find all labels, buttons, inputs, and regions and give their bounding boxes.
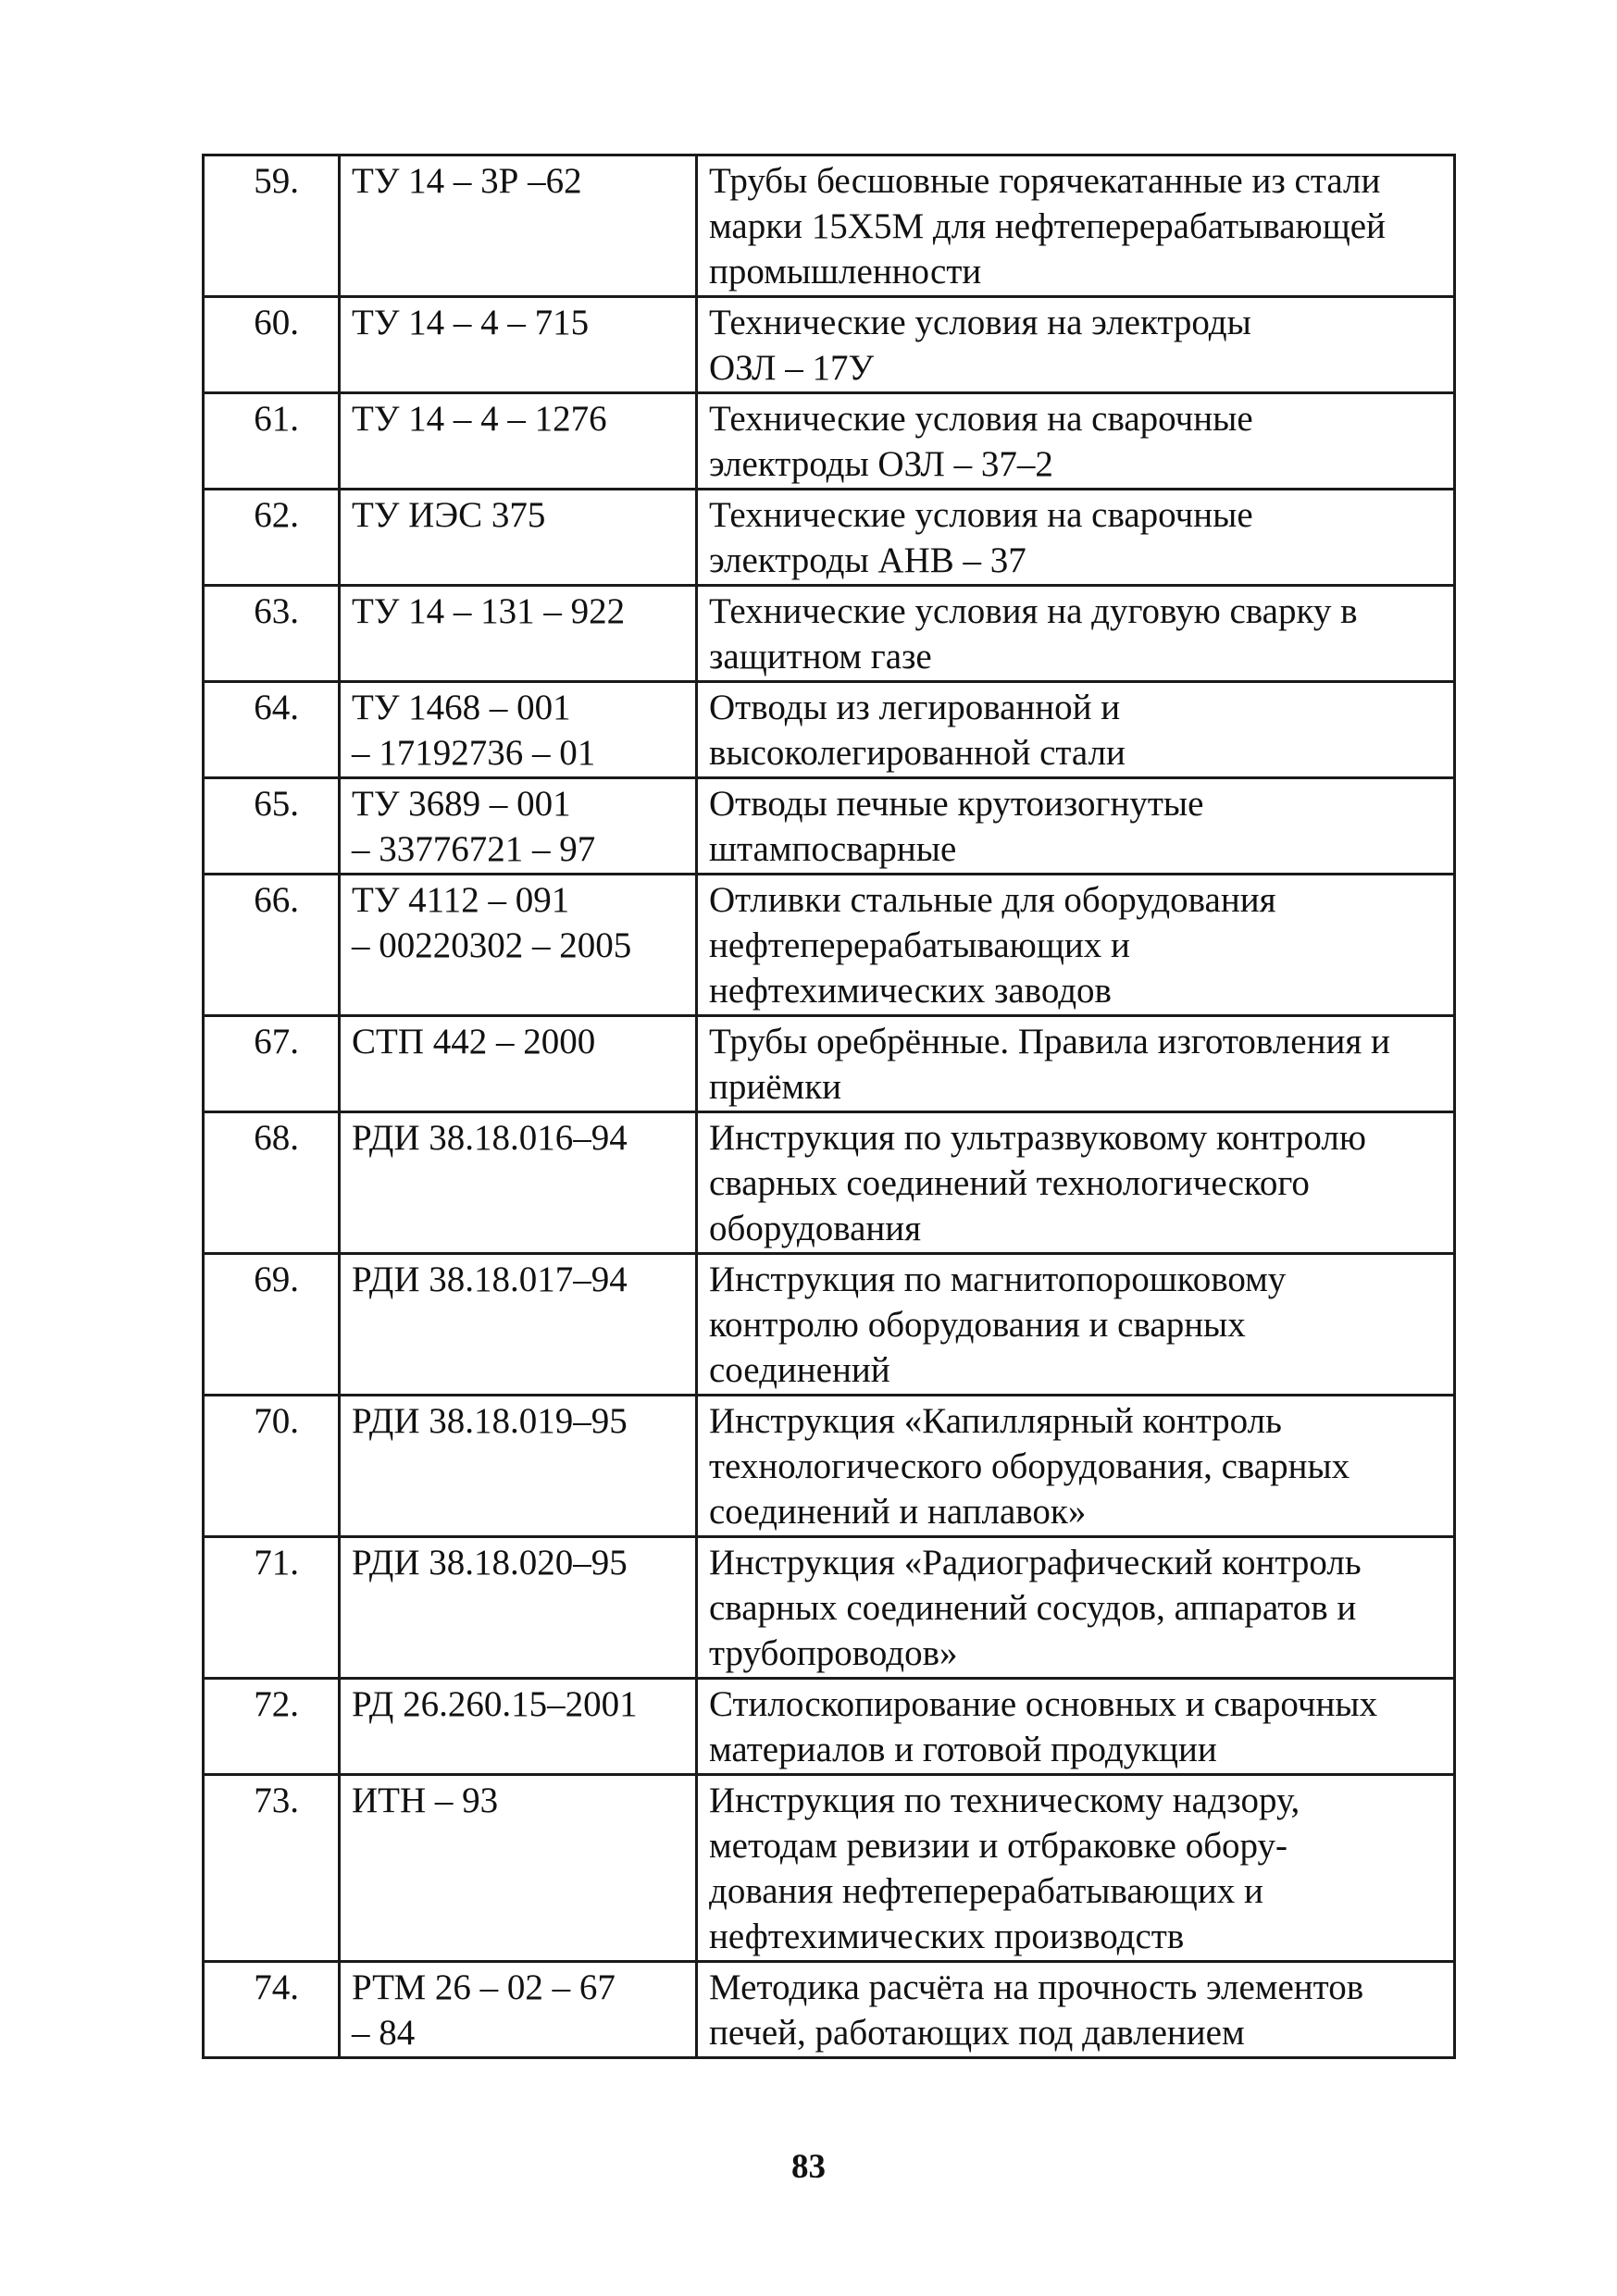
document-title: Технические условия на сварочные электроды ОЗЛ – 37–2 <box>697 393 1455 490</box>
table-row <box>204 297 1455 393</box>
document-code: РД 26.260.15–2001 <box>340 1679 697 1775</box>
table-row <box>204 155 1455 297</box>
document-code: ТУ 14 – 3Р –62 <box>340 155 697 297</box>
row-number: 67. <box>204 1016 340 1112</box>
table-row <box>204 393 1455 490</box>
table-row <box>204 682 1455 778</box>
row-number: 69. <box>204 1254 340 1396</box>
document-code: РДИ 38.18.017–94 <box>340 1254 697 1396</box>
document-title: Инструкция по техническому надзору, методам ревизии и отбраковке обору- дования нефтеперерабатывающих и нефтехимических производств <box>697 1775 1455 1962</box>
table-row <box>204 1679 1455 1775</box>
document-code: ТУ ИЭС 375 <box>340 490 697 586</box>
table-row <box>204 1962 1455 2058</box>
document-code: ТУ 3689 – 001 – 33776721 – 97 <box>340 778 697 875</box>
document-title: Отводы из легированной и высоколегированной стали <box>697 682 1455 778</box>
document-title: Технические условия на сварочные электроды АНВ – 37 <box>697 490 1455 586</box>
table-row <box>204 1396 1455 1537</box>
document-title: Трубы оребрённые. Правила изготовления и приёмки <box>697 1016 1455 1112</box>
document-title: Технические условия на дуговую сварку в защитном газе <box>697 586 1455 682</box>
table-row <box>204 1537 1455 1679</box>
table-row <box>204 1112 1455 1254</box>
row-number: 60. <box>204 297 340 393</box>
row-number: 74. <box>204 1962 340 2058</box>
document-title: Отливки стальные для оборудования нефтеперерабатывающих и нефтехимических заводов <box>697 875 1455 1016</box>
table-row <box>204 1254 1455 1396</box>
document-title: Инструкция по магнитопорошковому контролю оборудования и сварных соединений <box>697 1254 1455 1396</box>
row-number: 59. <box>204 155 340 297</box>
document-title: Инструкция «Капиллярный контроль технологического оборудования, сварных соединений и наплавок» <box>697 1396 1455 1537</box>
page-number: 83 <box>791 2148 826 2186</box>
row-number: 71. <box>204 1537 340 1679</box>
document-title: Трубы бесшовные горячекатанные из стали марки 15Х5М для нефтеперерабатывающей промышленности <box>697 155 1455 297</box>
row-number: 73. <box>204 1775 340 1962</box>
document-title: Методика расчёта на прочность элементов печей, работающих под давлением <box>697 1962 1455 2058</box>
document-code: ТУ 14 – 4 – 1276 <box>340 393 697 490</box>
table-row <box>204 1016 1455 1112</box>
row-number: 62. <box>204 490 340 586</box>
document-title: Инструкция «Радиографический контроль сварных соединений сосудов, аппаратов и трубопроводов» <box>697 1537 1455 1679</box>
table-row <box>204 1775 1455 1962</box>
document-title: Отводы печные крутоизогнутые штампосварные <box>697 778 1455 875</box>
row-number: 68. <box>204 1112 340 1254</box>
document-code: РТМ 26 – 02 – 67 – 84 <box>340 1962 697 2058</box>
document-code: ИТН – 93 <box>340 1775 697 1962</box>
standards-table <box>202 154 1456 2059</box>
row-number: 70. <box>204 1396 340 1537</box>
table-row <box>204 875 1455 1016</box>
document-code: ТУ 4112 – 091 – 00220302 – 2005 <box>340 875 697 1016</box>
document-title: Стилоскопирование основных и сварочных материалов и готовой продукции <box>697 1679 1455 1775</box>
table-row <box>204 778 1455 875</box>
row-number: 64. <box>204 682 340 778</box>
document-code: ТУ 14 – 4 – 715 <box>340 297 697 393</box>
document-code: РДИ 38.18.016–94 <box>340 1112 697 1254</box>
row-number: 63. <box>204 586 340 682</box>
row-number: 65. <box>204 778 340 875</box>
table-row <box>204 490 1455 586</box>
document-code: РДИ 38.18.019–95 <box>340 1396 697 1537</box>
document-title: Инструкция по ультразвуковому контролю сварных соединений технологического оборудования <box>697 1112 1455 1254</box>
document-title: Технические условия на электроды ОЗЛ – 17У <box>697 297 1455 393</box>
document-code: СТП 442 – 2000 <box>340 1016 697 1112</box>
row-number: 72. <box>204 1679 340 1775</box>
row-number: 66. <box>204 875 340 1016</box>
table-row <box>204 586 1455 682</box>
document-code: ТУ 14 – 131 – 922 <box>340 586 697 682</box>
document-code: ТУ 1468 – 001 – 17192736 – 01 <box>340 682 697 778</box>
document-code: РДИ 38.18.020–95 <box>340 1537 697 1679</box>
row-number: 61. <box>204 393 340 490</box>
